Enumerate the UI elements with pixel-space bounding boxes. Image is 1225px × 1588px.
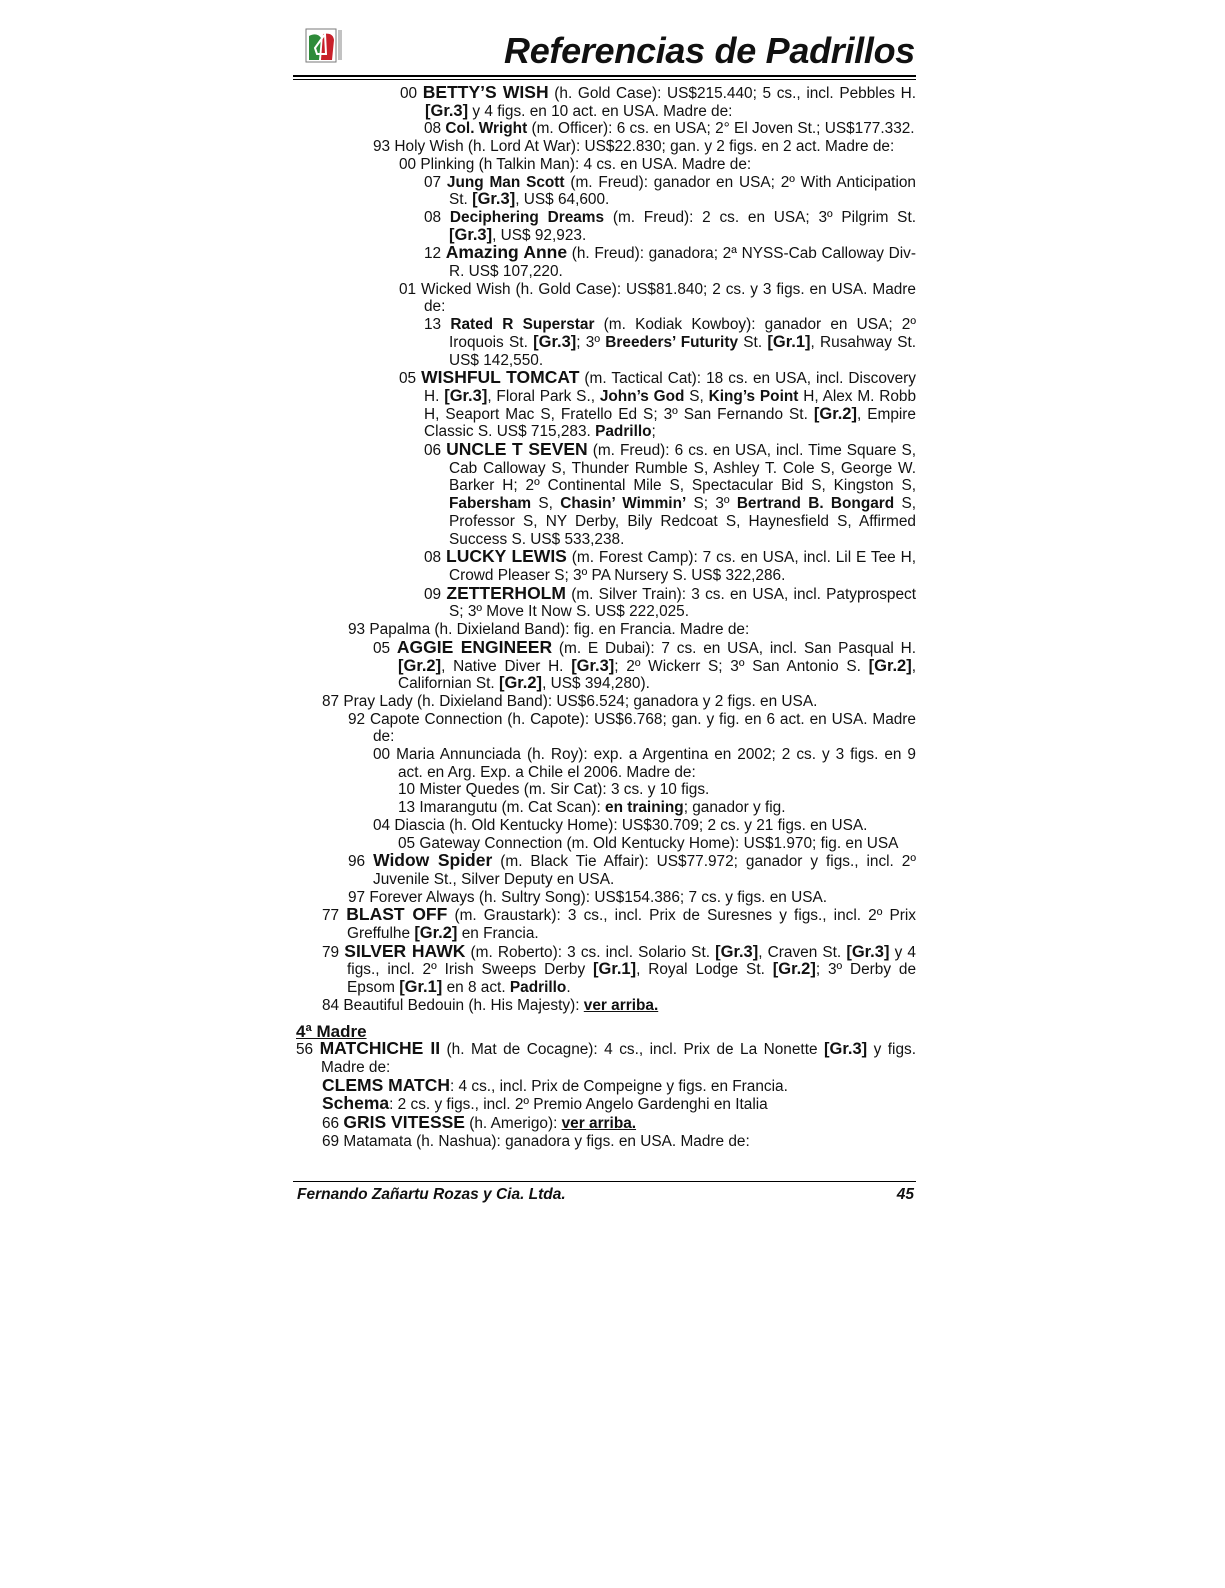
horse-name: Schema — [322, 1093, 390, 1114]
entry-text: (m. Silver Train): 3 cs. en USA, incl. Patyprospect S; 3º Move It Now S. US$ 222,025. — [449, 585, 916, 621]
pedigree-entry — [424, 120, 916, 138]
entry-text: Col. Wright — [445, 120, 528, 138]
pedigree-entry — [373, 746, 916, 781]
pedigree-entry — [398, 834, 916, 853]
footer-company: Fernando Zañartu Rozas y Cia. Ltda. — [297, 1186, 566, 1203]
entry-text: , Rusahway St. US$ 142,550. — [449, 333, 917, 369]
horse-name: ZETTERHOLM — [446, 582, 566, 603]
grade-label: [Gr.3] — [425, 101, 469, 120]
entry-text: : 4 cs., incl. Prix de Compeigne y figs. en Francia. — [450, 1077, 788, 1095]
grade-label: [Gr.3] — [571, 656, 615, 675]
entry-text: (m. Freud): 6 cs. en USA, incl. Time Square S, Cab Calloway S, Thunder Rumble S, Ashley T. Cole S, George W. Barker H; 2º Continental Mile S, Spectacular Bid S, Kingston S, — [449, 442, 916, 495]
pedigree-entry — [322, 940, 917, 997]
entry-text: (m. Tactical Cat): 18 cs. en USA, incl. Discovery H. — [424, 370, 916, 405]
grade-label: [Gr.2] — [498, 674, 543, 693]
pedigree-entry — [348, 888, 916, 907]
horse-name: GRIS VITESSE — [343, 1112, 465, 1133]
pedigree-entry — [400, 82, 916, 120]
entry-text: en training — [605, 799, 684, 817]
entry-text: Padrillo — [509, 979, 567, 997]
pedigree-entry — [322, 1133, 916, 1151]
entry-text: King’s Point — [708, 387, 799, 405]
grade-label: [Gr.1] — [399, 978, 443, 997]
pedigree-entry — [322, 1114, 916, 1133]
entry-text: 77 — [322, 907, 347, 925]
entry-text: H, Alex M. Robb H, Seaport Mac S, Fratello Ed S; 3º San Fernando St. — [424, 387, 917, 423]
pedigree-entry — [399, 280, 916, 316]
page-number: 45 — [896, 1186, 914, 1203]
entry-text: en 8 act. — [442, 979, 510, 997]
entry-text: ; ganador y fig. — [683, 799, 786, 817]
entry-text: Padrillo — [595, 423, 652, 441]
entry-text: 08 — [424, 208, 450, 226]
entry-text: S, — [531, 495, 561, 513]
entry-text: 79 — [322, 943, 345, 961]
pedigree-entry — [348, 710, 916, 746]
pedigree-entry — [373, 636, 917, 693]
pedigree-entry — [424, 546, 916, 584]
entry-text: 05 — [399, 370, 422, 388]
pedigree-entry — [322, 692, 916, 711]
cross-reference: ver arriba. — [583, 996, 659, 1014]
entry-text: Jung Man Scott — [446, 173, 565, 191]
entry-text: 69 Matamata (h. Nashua): ganadora y figs. en USA. Madre de: — [322, 1132, 750, 1150]
grade-label: [Gr.2] — [398, 656, 442, 675]
horse-name: BLAST OFF — [346, 904, 448, 925]
entry-text: ; — [651, 423, 656, 441]
grade-label: [Gr.1] — [767, 332, 811, 351]
pedigree-entry — [348, 850, 916, 888]
grade-label: [Gr.3] — [449, 225, 493, 244]
pedigree-entry — [398, 781, 916, 799]
horse-name: LUCKY LEWIS — [446, 546, 567, 567]
header-rule-thin — [293, 79, 916, 80]
pedigree-entry — [399, 367, 917, 441]
entry-text: , US$ 92,923. — [492, 226, 587, 244]
entry-text: 06 — [424, 442, 447, 460]
entry-text: , Floral Park S., — [487, 387, 600, 405]
pedigree-entry — [322, 996, 916, 1015]
entry-text: 56 — [296, 1041, 320, 1059]
pedigree-entry — [424, 173, 916, 209]
entry-text: y 4 figs., incl. 2º Irish Sweeps Derby — [347, 943, 916, 979]
entry-text: 84 Beautiful Bedouin (h. His Majesty): — [322, 996, 584, 1014]
header-rule — [293, 75, 916, 77]
grade-label: [Gr.2] — [772, 960, 816, 979]
entry-text: , Californian St. — [398, 657, 917, 693]
entry-text: Deciphering Dreams — [449, 208, 605, 226]
pedigree-entry — [398, 799, 916, 817]
grade-label: [Gr.2] — [813, 404, 857, 423]
grade-label: [Gr.3] — [533, 332, 577, 351]
entry-text: . — [566, 979, 571, 997]
entry-text: (m. Freud): ganador en USA; 2º With Anticipation St. — [449, 173, 916, 209]
pedigree-entry — [322, 1074, 916, 1096]
entry-text: (h. Freud): ganadora; 2ª NYSS-Cab Calloway Div-R. US$ 107,220. — [449, 245, 916, 281]
pedigree-entry — [424, 242, 916, 281]
entry-text: y figs. Madre de: — [321, 1041, 916, 1076]
entry-text: ; 3º Derby de Epsom — [347, 961, 917, 997]
entry-text: 96 — [348, 853, 374, 871]
entry-text: (h. Mat de Cocagne): 4 cs., incl. Prix de La Nonette — [440, 1041, 825, 1059]
page-title: Referencias de Padrillos — [504, 30, 915, 71]
entry-text: 04 Diascia (h. Old Kentucky Home): US$30.709; 2 cs. y 21 figs. en USA. — [373, 816, 868, 834]
entry-text: 87 Pray Lady (h. Dixieland Band): US$6.524; ganadora y 2 figs. en USA. — [322, 692, 818, 710]
section-heading: 4ª Madre — [296, 1021, 367, 1041]
entry-text: (m. Freud): 2 cs. en USA; 3º Pilgrim St. — [604, 208, 917, 226]
pedigree-entry — [424, 208, 917, 244]
cross-reference: ver arriba. — [561, 1115, 637, 1133]
logo-side-text — [338, 30, 342, 60]
grade-label: [Gr.3] — [444, 386, 488, 405]
entry-text: 93 Papalma (h. Dixieland Band): fig. en Francia. Madre de: — [348, 621, 750, 639]
entry-text: John’s God — [599, 387, 685, 405]
entry-text: 66 — [322, 1115, 344, 1133]
pedigree-entry — [399, 155, 916, 174]
entry-text: Bertrand B. Bongard — [736, 495, 895, 513]
pedigree-entry — [322, 904, 917, 943]
horse-name: BETTY’S WISH — [422, 82, 549, 102]
horse-name: AGGIE ENGINEER — [396, 636, 553, 657]
entry-text: Chasin’ Wimmin’ — [560, 495, 687, 513]
entry-text: (m. E Dubai): 7 cs. en USA, incl. San Pasqual H. — [552, 639, 916, 657]
entry-text: 93 Holy Wish (h. Lord At War): US$22.830; gan. y 2 figs. en 2 act. Madre de: — [373, 138, 895, 156]
entry-text: S, Professor S, NY Derby, Bily Redcoat S, Haynesfield S, Affirmed Success S. US$ 533,238. — [449, 495, 916, 548]
entry-text: ; 2º Wickerr S; 3º San Antonio S. — [614, 657, 869, 675]
horse-name: MATCHICHE II — [319, 1038, 441, 1059]
horse-name: UNCLE T SEVEN — [446, 439, 588, 460]
horse-name: CLEMS MATCH — [322, 1074, 450, 1095]
entry-text: (h. Gold Case): US$215.440; 5 cs., incl. Pebbles H. — [548, 85, 916, 102]
entry-text: Breeders’ Futurity — [605, 333, 738, 351]
entry-text: : 2 cs. y figs., incl. 2º Premio Angelo Gardenghi en Italia — [389, 1096, 768, 1114]
entry-text: , Native Diver H. — [441, 657, 572, 675]
horse-name: Widow Spider — [373, 850, 493, 871]
entry-text: 12 — [424, 245, 446, 263]
grade-label: [Gr.3] — [846, 942, 890, 961]
entry-text: 10 Mister Quedes (m. Sir Cat): 3 cs. y 10 figs. — [398, 781, 710, 799]
pedigree-entry — [424, 316, 917, 369]
entry-text: 13 — [424, 316, 451, 334]
entry-text: 92 Capote Connection (h. Capote): US$6.768; gan. y fig. en 6 act. en USA. Madre de: — [348, 710, 916, 746]
grade-label: [Gr.2] — [868, 656, 912, 675]
pedigree-entry — [373, 138, 916, 156]
entry-text: 00 — [400, 85, 423, 102]
entry-text: 01 Wicked Wish (h. Gold Case): US$81.840; 2 cs. y 3 figs. en USA. Madre de: — [399, 280, 916, 316]
entry-text: S; 3º — [686, 495, 737, 513]
entry-text: 00 Maria Annunciada (h. Roy): exp. a Argentina en 2002; 2 cs. y 3 figs. en 9 act. en Arg. Exp. a Chile el 2006. Madre de: — [373, 746, 916, 781]
company-logo — [305, 28, 345, 64]
entry-text: 00 Plinking (h Talkin Man): 4 cs. en USA. Madre de: — [399, 155, 752, 173]
entry-text: (m. Black Tie Affair): US$77.972; ganador y figs., incl. 2º Juvenile St., Silver Deputy en USA. — [373, 853, 916, 888]
entry-text: 08 — [424, 120, 446, 138]
entry-text: , US$ 64,600. — [515, 191, 610, 209]
entry-text: (m. Roberto): 3 cs. incl. Solario St. — [465, 943, 716, 961]
horse-name: Amazing Anne — [445, 242, 568, 263]
entry-text: , Royal Lodge St. — [636, 961, 773, 979]
entry-text: Rated R Superstar — [450, 316, 595, 334]
entry-text: (h. Amerigo): — [464, 1115, 562, 1133]
grade-label: [Gr.3] — [472, 190, 516, 209]
entry-text: St. — [738, 333, 768, 351]
grade-label: [Gr.1] — [593, 960, 637, 979]
pedigree-text — [296, 84, 916, 1150]
entry-text: S, — [684, 387, 709, 405]
entry-text: , Empire Classic S. US$ 715,283. — [424, 405, 916, 441]
pedigree-entry — [373, 816, 916, 835]
grade-label: [Gr.3] — [715, 942, 759, 961]
entry-text: y 4 figs. en 10 act. en USA. Madre de: — [468, 102, 733, 120]
grade-label: [Gr.2] — [414, 924, 458, 943]
entry-text: , Craven St. — [758, 943, 847, 961]
horse-name: WISHFUL TOMCAT — [421, 367, 580, 388]
pedigree-entry — [424, 439, 916, 548]
footer-rule — [293, 1181, 916, 1182]
entry-text: (m. Graustark): 3 cs., incl. Prix de Suresnes y figs., incl. 2º Prix Greffulhe — [347, 907, 917, 943]
grade-label: [Gr.3] — [824, 1040, 868, 1059]
entry-text: (m. Officer): 6 cs. en USA; 2° El Joven St.; US$177.332. — [527, 120, 915, 138]
entry-text: 08 — [424, 549, 447, 567]
entry-text: 07 — [424, 173, 447, 191]
entry-text: en Francia. — [457, 925, 539, 943]
entry-text: 09 — [424, 585, 447, 603]
pedigree-entry — [424, 582, 916, 621]
entry-text: 97 Forever Always (h. Sultry Song): US$154.386; 7 cs. y figs. en USA. — [348, 888, 828, 906]
entry-text: (m. Kodiak Kowboy): ganador en USA; 2º Iroquois St. — [449, 316, 916, 351]
pedigree-entry — [296, 1038, 916, 1076]
entry-text: 13 Imarangutu (m. Cat Scan): — [398, 799, 606, 817]
entry-text: 05 Gateway Connection (m. Old Kentucky Home): US$1.970; fig. en USA — [398, 834, 899, 852]
page-footer — [297, 1186, 914, 1204]
entry-text: 05 — [373, 639, 397, 657]
entry-text: (m. Forest Camp): 7 cs. en USA, incl. Lil E Tee H, Crowd Pleaser S; 3º PA Nursery S. US$ 322,286. — [449, 549, 916, 584]
entry-text: , US$ 394,280). — [542, 675, 650, 693]
horse-name: SILVER HAWK — [344, 940, 466, 961]
entry-text: Fabersham — [449, 495, 532, 513]
entry-text: ; 3º — [576, 333, 606, 351]
